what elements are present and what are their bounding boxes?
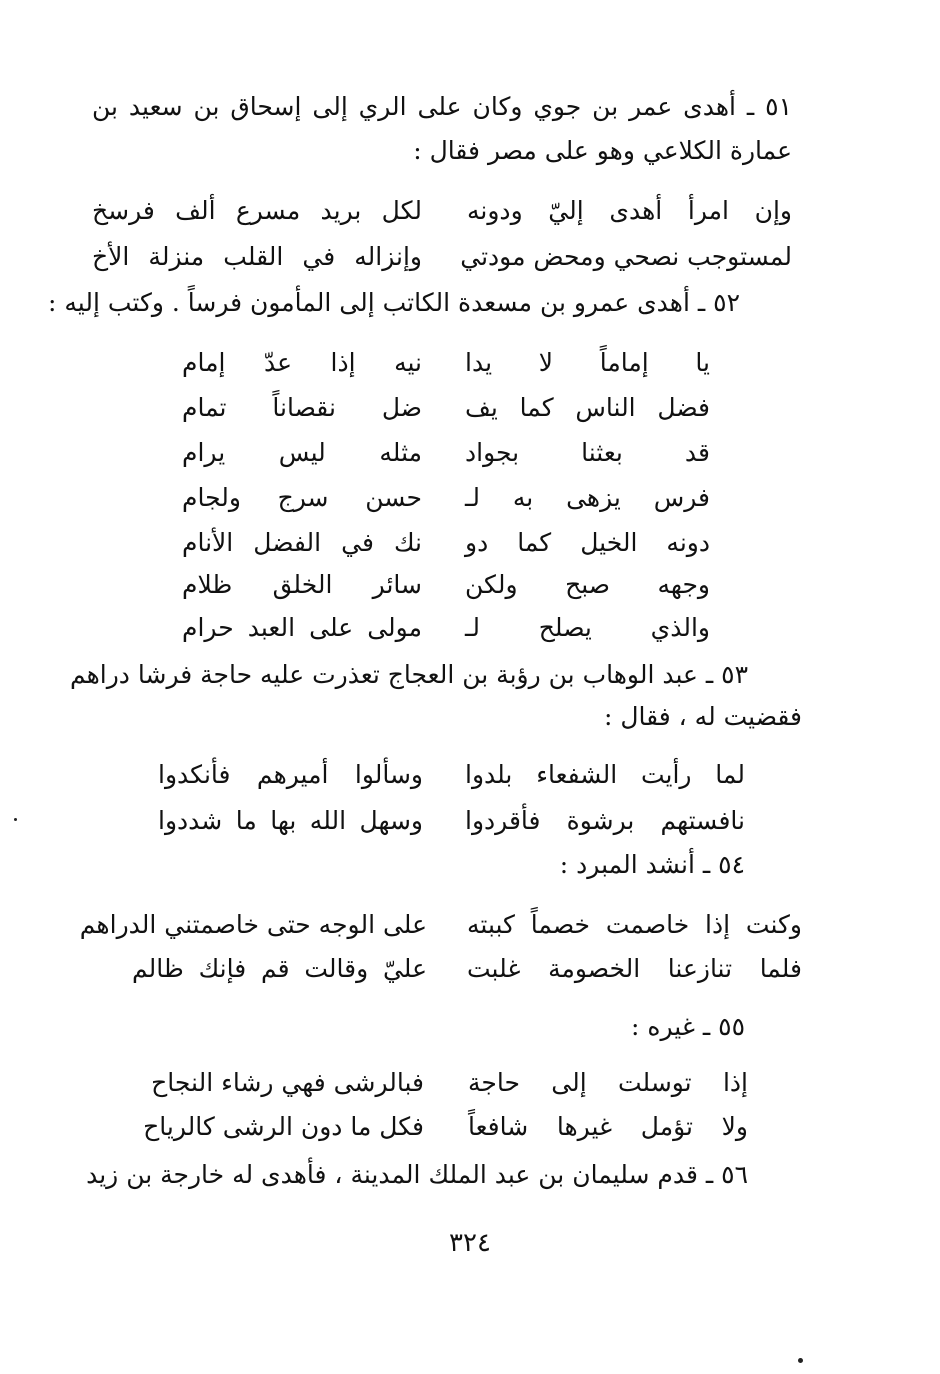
verse-row	[0, 234, 940, 280]
verse-row	[0, 430, 940, 476]
entry-51-heading-line2: عمارة الكلاعي وهو على مصر فقال :	[413, 136, 792, 165]
verse-second-hemistich: وسألوا أميرهم فأنكدوا	[158, 760, 423, 789]
verse-second-hemistich: مولى على العبد حرام	[182, 613, 422, 642]
verse-row	[0, 562, 940, 608]
verse-row	[0, 475, 940, 521]
verse-row	[0, 520, 940, 566]
verse-first-hemistich: دونه الخيل كما دو	[465, 528, 710, 557]
verse-first-hemistich: وجهه صبح ولكن	[465, 570, 710, 599]
verse-row	[0, 946, 940, 992]
verse-first-hemistich: فضل الناس كما يف	[465, 393, 710, 422]
verse-second-hemistich: حسن سرج ولجام	[182, 483, 422, 512]
verse-second-hemistich: لكل بريد مسرع ألف فرسخ	[92, 196, 422, 225]
entry-53-heading-line2: فقضيت له ، فقال :	[603, 702, 802, 731]
verse-first-hemistich: فرس يزهى به لـ	[465, 483, 710, 512]
verse-second-hemistich: مثله ليس يرام	[182, 438, 422, 467]
verse-first-hemistich: وكنت إذا خاصمت خصماً كببته	[467, 910, 802, 939]
page-number: ٣٢٤	[449, 1228, 491, 1258]
verse-first-hemistich: قد بعثنا بجواد	[465, 438, 710, 467]
scan-speck	[14, 818, 17, 821]
entry-51-heading-line1: ٥١ ـ أهدى عمر بن جوي وكان على الري إلى إسحاق بن سعيد بن	[92, 92, 792, 121]
verse-row	[0, 385, 940, 431]
verse-first-hemistich: وإن امرأ أهدى إليّ ودونه	[467, 196, 792, 225]
verse-first-hemistich: والذي يصلح لـ	[465, 613, 710, 642]
verse-row	[0, 902, 940, 948]
verse-second-hemistich: نك في الفضل الأنام	[182, 528, 422, 557]
verse-first-hemistich: لما رأيت الشفعاء بلدوا	[465, 760, 745, 789]
verse-first-hemistich: يا إماماً لا يدا	[465, 348, 710, 377]
verse-row	[0, 340, 940, 386]
verse-row	[0, 605, 940, 651]
verse-second-hemistich: على الوجه حتى خاصمتني الدراهم	[79, 910, 427, 939]
verse-first-hemistich: إذا توسلت إلى حاجة	[468, 1068, 748, 1097]
verse-first-hemistich: فلما تنازعنا الخصومة غلبت	[467, 954, 802, 983]
verse-second-hemistich: سائر الخلق ظلام	[182, 570, 422, 599]
entry-56-heading: ٥٦ ـ قدم سليمان بن عبد الملك المدينة ، فأهدى له خارجة بن زيد	[86, 1160, 748, 1189]
entry-55-heading: ٥٥ ـ غيره :	[631, 1012, 745, 1041]
entry-52-heading: ٥٢ ـ أهدى عمرو بن مسعدة الكاتب إلى المأمون فرساً . وكتب إليه :	[48, 288, 740, 317]
verse-row	[0, 798, 940, 844]
entry-53-heading-line1: ٥٣ ـ عبد الوهاب بن رؤبة بن العجاج تعذرت عليه حاجة فرشا دراهم	[69, 660, 748, 689]
verse-second-hemistich: عليّ وقالت قم فإنك ظالم	[132, 954, 427, 983]
verse-second-hemistich: وإنزاله في القلب منزلة الأخ	[92, 242, 422, 271]
scan-speck	[798, 1358, 803, 1363]
verse-first-hemistich: لمستوجب نصحي ومحض مودتي	[460, 242, 792, 271]
verse-first-hemistich: ولا تؤمل غيرها شافعاً	[468, 1112, 748, 1141]
verse-first-hemistich: نافستهم برشوة فأقردوا	[465, 806, 745, 835]
verse-second-hemistich: فبالرشى فهي رشاء النجاح	[151, 1068, 424, 1097]
verse-row	[0, 188, 940, 234]
verse-second-hemistich: فكل ما دون الرشى كالرياح	[143, 1112, 424, 1141]
verse-row	[0, 1060, 940, 1106]
verse-row	[0, 1104, 940, 1150]
verse-second-hemistich: ضل نقصاناً تمام	[182, 393, 422, 422]
verse-second-hemistich: نيه إذا عدّ إمام	[182, 348, 422, 377]
verse-second-hemistich: وسهل الله بها ما شددوا	[158, 806, 423, 835]
entry-54-heading: ٥٤ ـ أنشد المبرد :	[559, 850, 745, 879]
verse-row	[0, 752, 940, 798]
